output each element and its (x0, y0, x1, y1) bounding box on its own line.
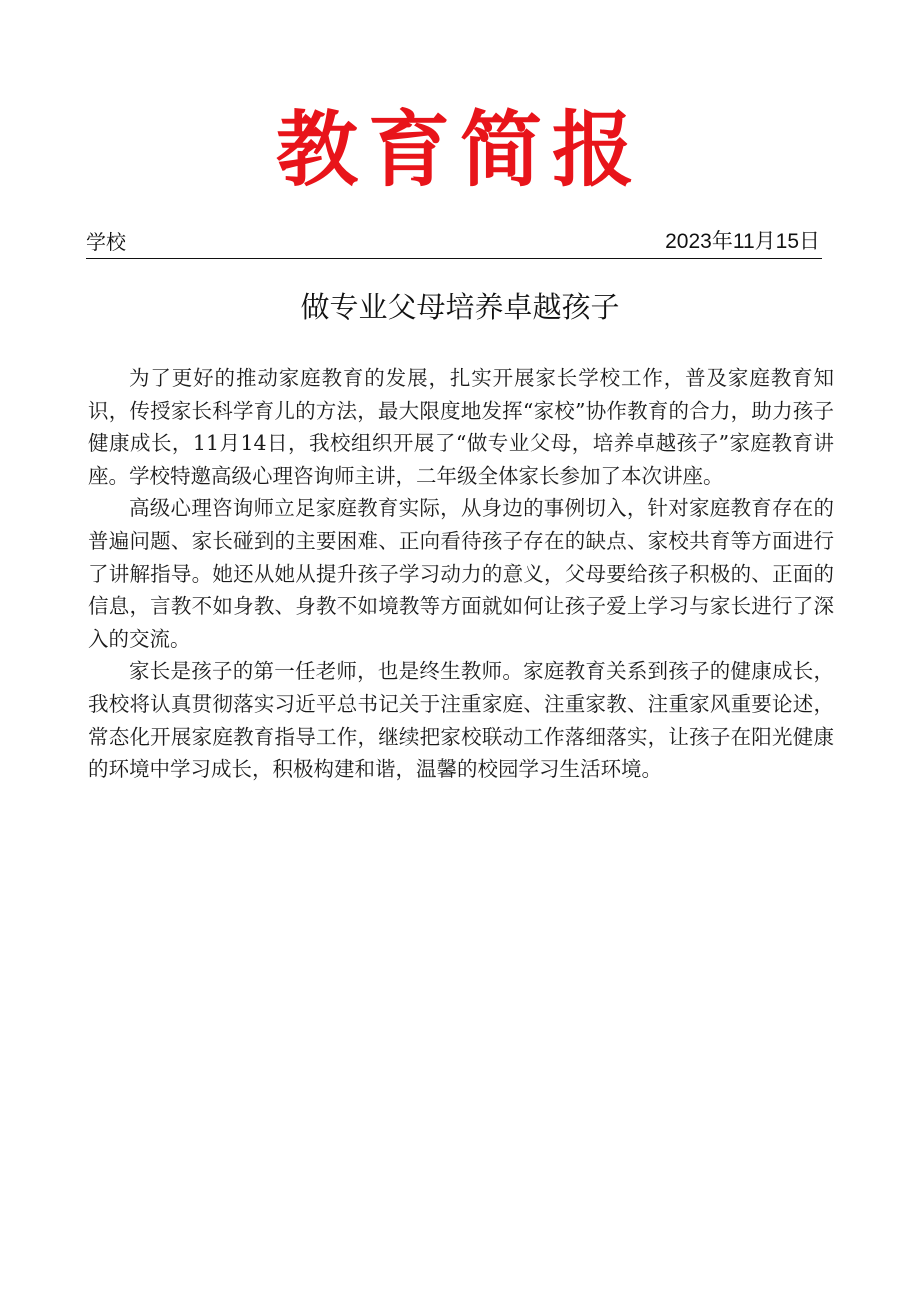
article-paragraph: 为了更好的推动家庭教育的发展，扎实开展家长学校工作，普及家庭教育知识，传授家长科学育儿的方法，最大限度地发挥“家校”协作教育的合力，助力孩子健康成长，11月14日，我校组织开展了“做专业父母，培养卓越孩子”家庭教育讲座。学校特邀高级心理咨询师主讲，二年级全体家长参加了本次讲座。 (88, 366, 834, 488)
masthead-title: 教育简报 (275, 102, 644, 198)
school-label: 学校 (86, 230, 126, 254)
issue-date: 2023年11月15日 (665, 230, 820, 253)
article-paragraph: 家长是孩子的第一任老师，也是终生教师。家庭教育关系到孩子的健康成长，我校将认真贯彻落实习近平总书记关于注重家庭、注重家教、注重家风重要论述，常态化开展家庭教育指导工作，继续把家校联动工作落细落实，让孩子在阳光健康的环境中学习成长，积极构建和谐，温馨的校园学习生活环境。 (88, 659, 834, 782)
info-line (86, 226, 822, 259)
article-headline: 做专业父母培养卓越孩子 (300, 290, 620, 324)
article-body (88, 362, 834, 786)
article-paragraph: 高级心理咨询师立足家庭教育实际，从身边的事例切入，针对家庭教育存在的普遍问题、家长碰到的主要困难、正向看待孩子存在的缺点、家校共育等方面进行了讲解指导。她还从她从提升孩子学习动力的意义，父母要给孩子积极的、正面的信息，言教不如身教、身教不如境教等方面就如何让孩子爱上学习与家长进行了深入的交流。 (88, 496, 834, 651)
